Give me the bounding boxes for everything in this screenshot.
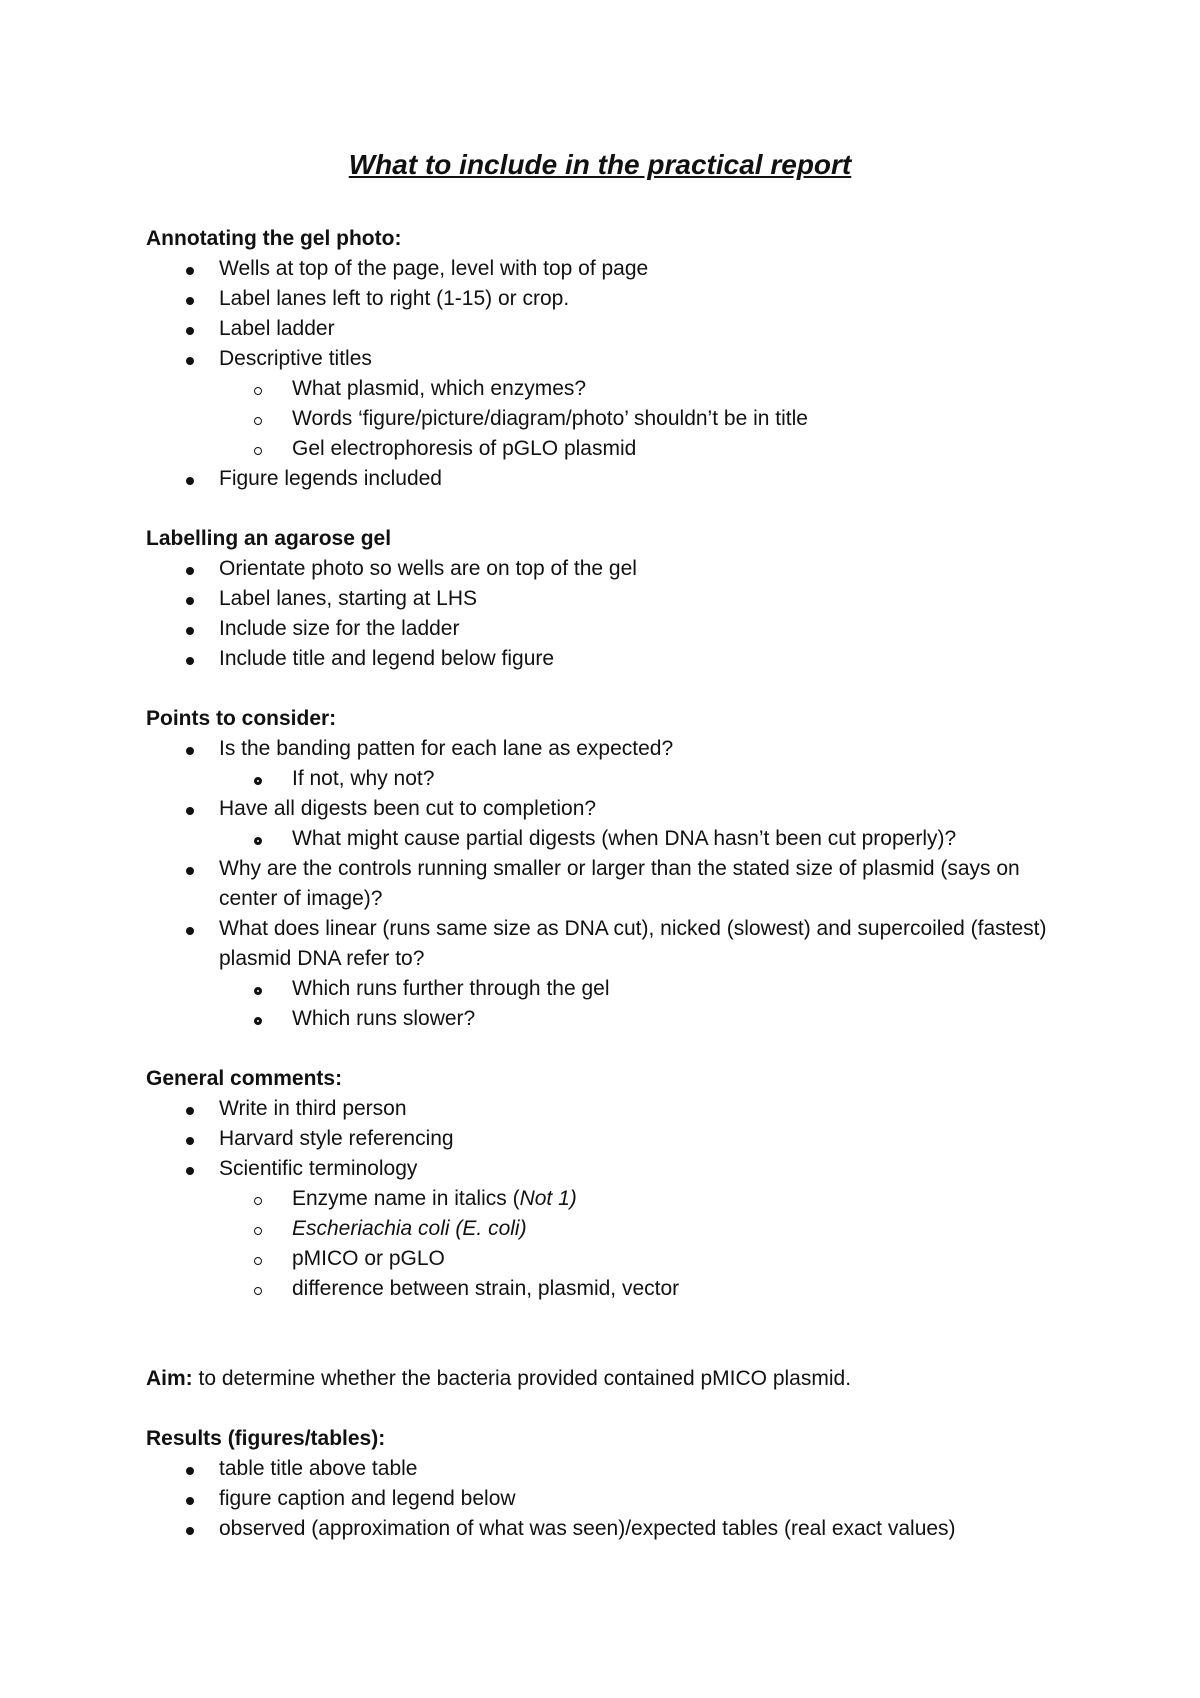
list-item: Label ladder (146, 314, 1066, 344)
circle-bullet-icon (254, 1274, 262, 1304)
list-item: Label lanes, starting at LHS (146, 584, 1066, 614)
bullet-icon (186, 284, 194, 314)
list-item: Scientific terminology (146, 1154, 1066, 1184)
circle-bullet-icon (254, 764, 262, 794)
list-item: figure caption and legend below (146, 1484, 1066, 1514)
section-heading-gel-photo: Annotating the gel photo: (146, 227, 402, 250)
aim-text: to determine whether the bacteria provided contained pMICO plasmid. (192, 1367, 852, 1390)
list-item: observed (approximation of what was seen)/expected tables (real exact values) (146, 1514, 1066, 1544)
list-item: Descriptive titles (146, 344, 1066, 374)
list-item: Wells at top of the page, level with top of page (146, 254, 1066, 284)
list-item: table title above table (146, 1454, 1066, 1484)
section-heading-consider: Points to consider: (146, 707, 337, 730)
sub-list-item: Enzyme name in italics (Not 1) (146, 1184, 1066, 1214)
circle-bullet-icon (254, 374, 262, 404)
list-item: Figure legends included (146, 464, 1066, 494)
bullet-icon (186, 854, 194, 884)
section-heading-general: General comments: (146, 1067, 343, 1090)
bullet-icon (186, 794, 194, 824)
list-item: Write in third person (146, 1094, 1066, 1124)
list-item: Why are the controls running smaller or larger than the stated size of plasmid (says on center of image)? (146, 854, 1066, 914)
section-heading-results: Results (figures/tables): (146, 1427, 386, 1450)
bullet-icon (186, 464, 194, 494)
circle-bullet-icon (254, 1214, 262, 1244)
circle-bullet-icon (254, 1244, 262, 1274)
sub-list-item: Escheriachia coli (E. coli) (146, 1214, 1066, 1244)
sub-list-item: Which runs slower? (146, 1004, 1066, 1034)
list-item: Label lanes left to right (1-15) or crop. (146, 284, 1066, 314)
list-item: Include title and legend below figure (146, 644, 1066, 674)
document-body (146, 224, 1066, 1544)
list-item: Harvard style referencing (146, 1124, 1066, 1154)
sub-list-item: What plasmid, which enzymes? (146, 374, 1066, 404)
aim-label: Aim: (146, 1367, 193, 1390)
section-heading-agarose: Labelling an agarose gel (146, 527, 392, 550)
bullet-icon (186, 1484, 194, 1514)
bullet-icon (186, 614, 194, 644)
bullet-icon (186, 554, 194, 584)
sub-list-item: If not, why not? (146, 764, 1066, 794)
page-title: What to include in the practical report (348, 149, 852, 180)
list-item: Have all digests been cut to completion? (146, 794, 1066, 824)
sub-list-item: Gel electrophoresis of pGLO plasmid (146, 434, 1066, 464)
circle-bullet-icon (254, 824, 262, 854)
aim-line (146, 1364, 1066, 1394)
circle-bullet-icon (254, 434, 262, 464)
list-item: What does linear (runs same size as DNA cut), nicked (slowest) and supercoiled (fastest) plasmid DNA refer to? (146, 914, 1066, 974)
list-item: Is the banding patten for each lane as expected? (146, 734, 1066, 764)
sub-list-item: Words ‘figure/picture/diagram/photo’ shouldn’t be in title (146, 404, 1066, 434)
circle-bullet-icon (254, 1004, 262, 1034)
circle-bullet-icon (254, 1184, 262, 1214)
bullet-icon (186, 1094, 194, 1124)
bullet-icon (186, 344, 194, 374)
bullet-icon (186, 914, 194, 944)
sub-list-item: What might cause partial digests (when DNA hasn’t been cut properly)? (146, 824, 1066, 854)
bullet-icon (186, 1454, 194, 1484)
bullet-icon (186, 734, 194, 764)
bullet-icon (186, 1124, 194, 1154)
sub-list-item: pMICO or pGLO (146, 1244, 1066, 1274)
list-item: Include size for the ladder (146, 614, 1066, 644)
sub-list-item: difference between strain, plasmid, vector (146, 1274, 1066, 1304)
bullet-icon (186, 254, 194, 284)
sub-list-item: Which runs further through the gel (146, 974, 1066, 1004)
circle-bullet-icon (254, 974, 262, 1004)
circle-bullet-icon (254, 404, 262, 434)
bullet-icon (186, 584, 194, 614)
list-item: Orientate photo so wells are on top of the gel (146, 554, 1066, 584)
bullet-icon (186, 644, 194, 674)
bullet-icon (186, 314, 194, 344)
bullet-icon (186, 1514, 194, 1544)
bullet-icon (186, 1154, 194, 1184)
